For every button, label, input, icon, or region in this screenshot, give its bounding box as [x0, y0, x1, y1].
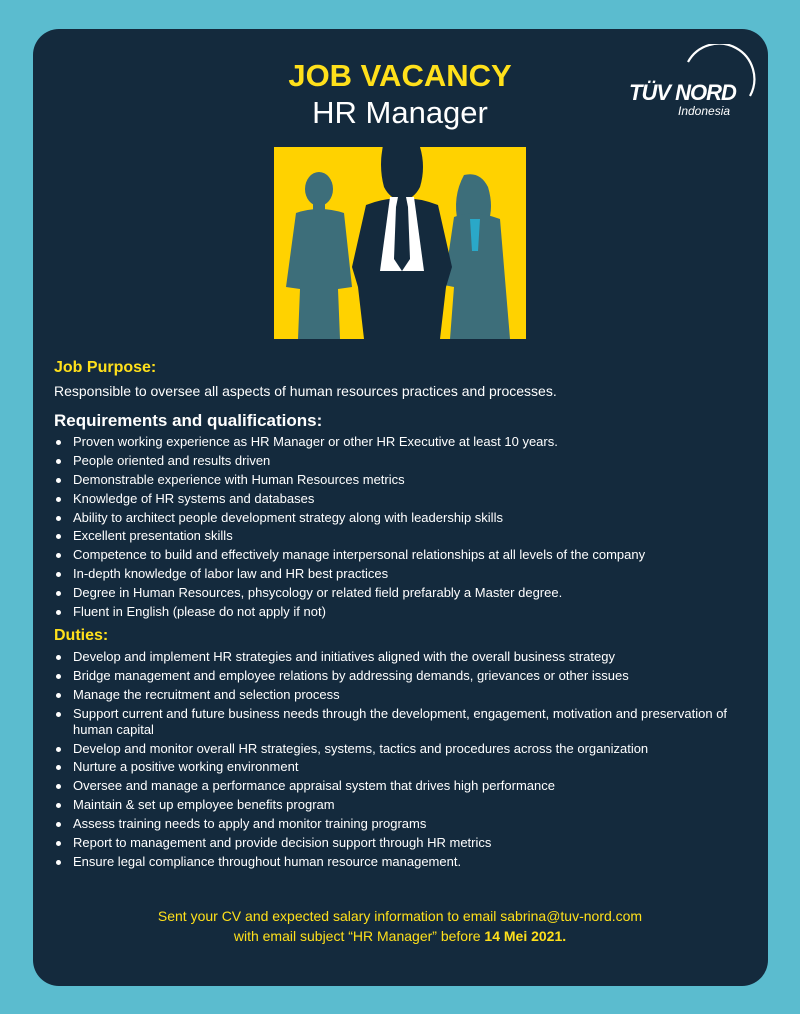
- list-item: Oversee and manage a performance appraisal system that drives high performance: [54, 778, 754, 794]
- duties-heading: Duties:: [54, 627, 109, 645]
- list-item: Fluent in English (please do not apply if not): [54, 604, 754, 620]
- list-item: Demonstrable experience with Human Resources metrics: [54, 472, 754, 488]
- position-title: HR Manager: [312, 95, 488, 130]
- list-item: Maintain & set up employee benefits program: [54, 797, 754, 813]
- list-item: Proven working experience as HR Manager or other HR Executive at least 10 years.: [54, 434, 754, 450]
- footer-line-2: [0, 926, 800, 946]
- list-item: In-depth knowledge of labor law and HR best practices: [54, 566, 754, 582]
- company-logo: [626, 44, 756, 124]
- list-item: Manage the recruitment and selection process: [54, 687, 754, 703]
- job-content: [54, 358, 754, 873]
- list-item: Ensure legal compliance throughout human resource management.: [54, 854, 754, 870]
- list-item: Ability to architect people development strategy along with leadership skills: [54, 510, 754, 526]
- list-item: Nurture a positive working environment: [54, 759, 754, 775]
- list-item: Assess training needs to apply and monitor training programs: [54, 816, 754, 832]
- list-item: Support current and future business needs through the development, engagement, motivation and preservation of human capital: [54, 706, 754, 738]
- team-illustration: [274, 147, 526, 339]
- requirements-list: [54, 434, 754, 620]
- job-purpose-text: Responsible to oversee all aspects of human resources practices and processes.: [54, 383, 557, 399]
- requirements-heading: Requirements and qualifications:: [54, 411, 323, 430]
- page-title: JOB VACANCY: [288, 58, 512, 93]
- list-item: Bridge management and employee relations by addressing demands, grievances or other issues: [54, 668, 754, 684]
- list-item: Report to management and provide decision support through HR metrics: [54, 835, 754, 851]
- list-item: Develop and implement HR strategies and initiatives aligned with the overall business strategy: [54, 649, 754, 665]
- deadline-date: 14 Mei 2021.: [484, 928, 567, 944]
- job-purpose-heading: Job Purpose:: [54, 359, 157, 376]
- list-item: Develop and monitor overall HR strategies, systems, tactics and procedures across the organization: [54, 741, 754, 757]
- list-item: Excellent presentation skills: [54, 528, 754, 544]
- list-item: Competence to build and effectively manage interpersonal relationships at all levels of the company: [54, 547, 754, 563]
- duties-list: [54, 649, 754, 870]
- footer-line-1: Sent your CV and expected salary information to email sabrina@tuv-nord.com: [157, 908, 643, 924]
- list-item: Knowledge of HR systems and databases: [54, 491, 754, 507]
- logo-subtitle: Indonesia: [678, 104, 731, 118]
- footer-line-2-text: with email subject “HR Manager” before: [233, 928, 485, 944]
- logo-wordmark: TÜV NORD: [629, 80, 736, 105]
- list-item: People oriented and results driven: [54, 453, 754, 469]
- application-instructions: [0, 906, 800, 946]
- list-item: Degree in Human Resources, phsycology or related field prefarably a Master degree.: [54, 585, 754, 601]
